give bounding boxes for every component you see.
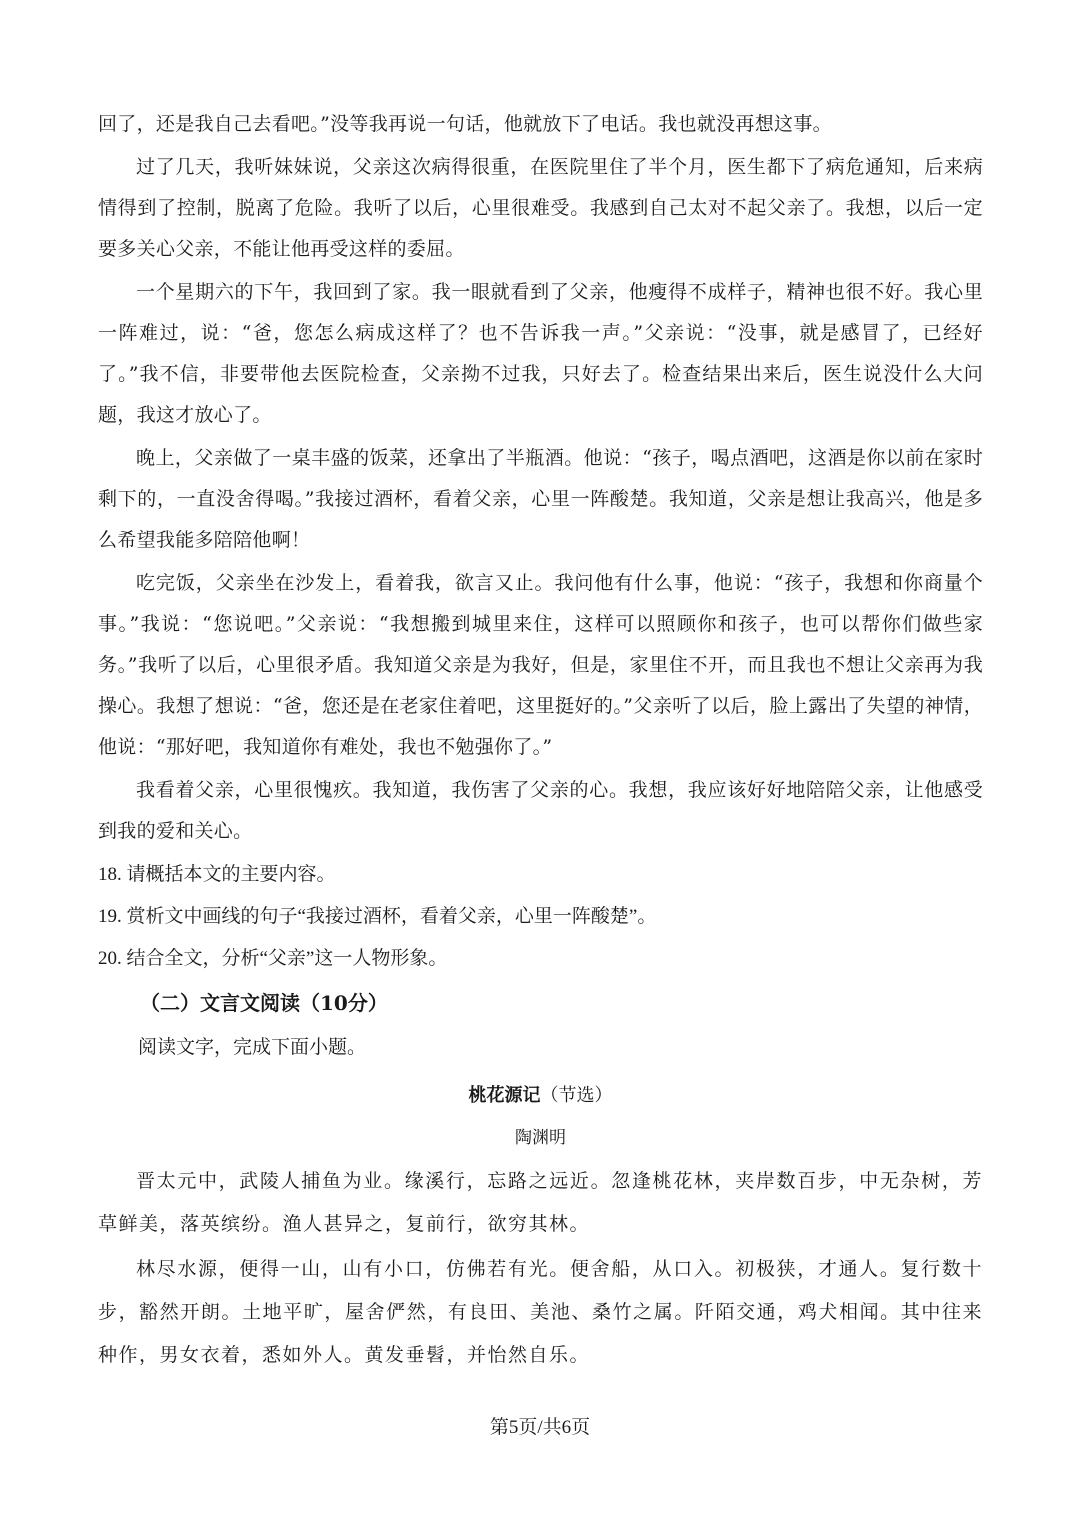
section-intro: 阅读文字，完成下面小题。 xyxy=(138,1036,367,1058)
article-title-main: 桃花源记 xyxy=(468,1085,541,1106)
story-paragraph-5: 吃完饭，父亲坐在沙发上，看着我，欲言又止。我问他有什么事，他说：“孩子，我想和你商量个事。”我说：“您说吧。”父亲说：“我想搬到城里来住，这样可以照顾你和孩子，也可以帮你们做些家务。”我听了以后，心里很矛盾。我知道父亲是为我好，但是，家里住不开，而且我也不想让父亲再为我操心。我想了想说：“爸，您还是在老家住着吧，这里挺好的。”父亲听了以后，脸上露出了失望的神情，他说：“那好吧，我知道你有难处，我也不勉强你了。” xyxy=(98,572,983,758)
page-content xyxy=(98,104,983,1377)
question-20: 20. 结合全文，分析“父亲”这一人物形象。 xyxy=(98,948,448,969)
question-19: 19. 赏析文中画线的句子“我接过酒杯，看着父亲，心里一阵酸楚”。 xyxy=(98,906,657,927)
classical-paragraph-1: 晋太元中，武陵人捕鱼为业。缘溪行，忘路之远近。忽逢桃花林，夹岸数百步，中无杂树，芳草鲜美，落英缤纷。渔人甚异之，复前行，欲穷其林。 xyxy=(98,1170,983,1235)
article-title xyxy=(98,1074,983,1118)
classical-paragraph-2: 林尽水源，便得一山，山有小口，仿佛若有光。便舍船，从口入。初极狭，才通人。复行数十步，豁然开朗。土地平旷，屋舍俨然，有良田、美池、桑竹之属。阡陌交通，鸡犬相闻。其中往来种作，男女衣着，悉如外人。黄发垂髫，并怡然自乐。 xyxy=(98,1258,983,1366)
story-paragraph-3: 一个星期六的下午，我回到了家。我一眼就看到了父亲，他瘦得不成样子，精神也很不好。我心里一阵难过，说：“爸，您怎么病成这样了？也不告诉我一声。”父亲说：“没事，就是感冒了，已经好了。”我不信，非要带他去医院检查，父亲拗不过我，只好去了。检查结果出来后，医生说没什么大问题，我这才放心了。 xyxy=(98,281,983,426)
section-title: （二）文言文阅读（10分） xyxy=(140,991,388,1015)
page-number: 第5页/共6页 xyxy=(489,1417,591,1438)
question-18: 18. 请概括本文的主要内容。 xyxy=(98,864,336,885)
story-paragraph-6: 我看着父亲，心里很愧疚。我知道，我伤害了父亲的心。我想，我应该好好地陪陪父亲，让他感受到我的爱和关心。 xyxy=(98,779,983,842)
story-paragraph-1: 回了，还是我自己去看吧。”没等我再说一句话，他就放下了电话。我也就没再想这事。 xyxy=(98,113,832,135)
article-author: 陶渊明 xyxy=(515,1128,566,1148)
story-paragraph-4: 晚上，父亲做了一桌丰盛的饭菜，还拿出了半瓶酒。他说：“孩子，喝点酒吧，这酒是你以前在家时剩下的，一直没舍得喝。”我接过酒杯，看着父亲，心里一阵酸楚。我知道，父亲是想让我高兴，他是多么希望我能多陪陪他啊！ xyxy=(98,447,983,551)
story-paragraph-2: 过了几天，我听妹妹说，父亲这次病得很重，在医院里住了半个月，医生都下了病危通知，后来病情得到了控制，脱离了危险。我听了以后，心里很难受。我感到自己太对不起父亲了。我想，以后一定要多关心父亲，不能让他再受这样的委屈。 xyxy=(98,156,983,260)
article-subtitle: （节选） xyxy=(540,1085,613,1106)
